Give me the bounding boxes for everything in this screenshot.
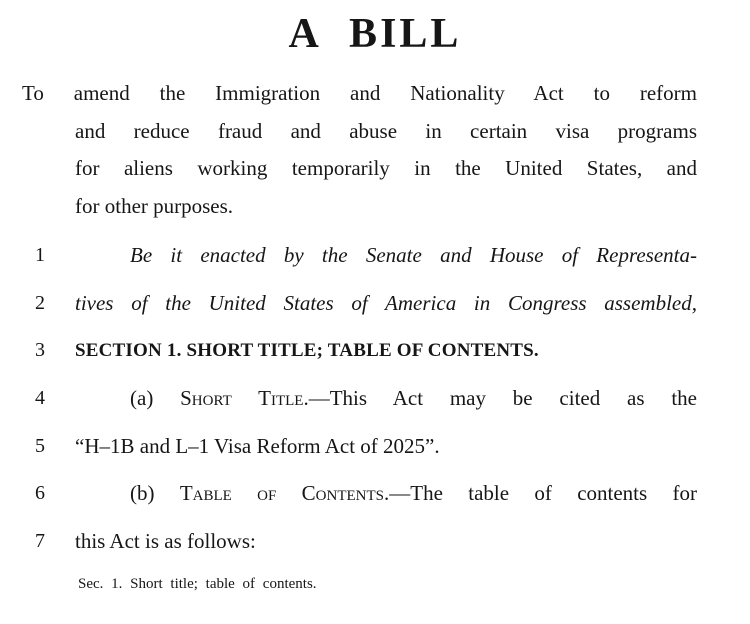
bill-body xyxy=(0,232,750,566)
preamble-line: for other purposes. xyxy=(75,193,234,218)
line-text-enacting-clause: tives of the United States of America in Congress assembled, xyxy=(75,290,697,315)
bill-line xyxy=(0,470,750,518)
line-number: 2 xyxy=(35,291,45,314)
subsection-label: (a) xyxy=(130,386,181,411)
preamble-line: for aliens working temporarily in the United States, and xyxy=(75,156,697,180)
line-number: 1 xyxy=(35,244,45,266)
subsection-label: (b) xyxy=(130,481,180,506)
line-number: 5 xyxy=(35,434,45,457)
preamble-line: and reduce fraud and abuse in certain visa programs xyxy=(75,118,697,143)
line-number: 4 xyxy=(35,387,45,410)
line-text-continuation: this Act is as follows: xyxy=(75,529,256,554)
toc-entry: Sec. 1. Short title; table of contents. xyxy=(78,575,317,592)
small-caps-term: Table of Contents xyxy=(179,481,384,506)
line-text-section-heading: SECTION 1. SHORT TITLE; TABLE OF CONTENTS. xyxy=(75,340,539,362)
bill-line xyxy=(0,375,750,423)
preamble-line: To amend the Immigration and Nationality Act to reform xyxy=(22,81,697,105)
bill-line xyxy=(0,518,750,566)
line-number: 3 xyxy=(35,339,45,362)
bill-title: A BILL xyxy=(288,11,462,57)
line-text-short-title: “H–1B and L–1 Visa Reform Act of 2025”. xyxy=(75,433,440,458)
line-text-continuation: .—This Act may be cited as the xyxy=(303,386,697,411)
bill-line xyxy=(0,327,750,375)
bill-line xyxy=(0,232,750,280)
small-caps-term: Short Title xyxy=(180,386,304,411)
line-text-enacting-clause: Be it enacted by the Senate and House of Representa- xyxy=(130,243,697,267)
line-text-subsection-a xyxy=(75,375,697,423)
line-text-continuation: .—The table of contents for xyxy=(384,481,697,506)
preamble xyxy=(22,75,697,225)
line-text-subsection-b xyxy=(75,470,697,518)
line-number: 6 xyxy=(35,482,45,505)
line-number: 7 xyxy=(35,530,45,553)
bill-line xyxy=(0,280,750,328)
bill-line xyxy=(0,423,750,471)
